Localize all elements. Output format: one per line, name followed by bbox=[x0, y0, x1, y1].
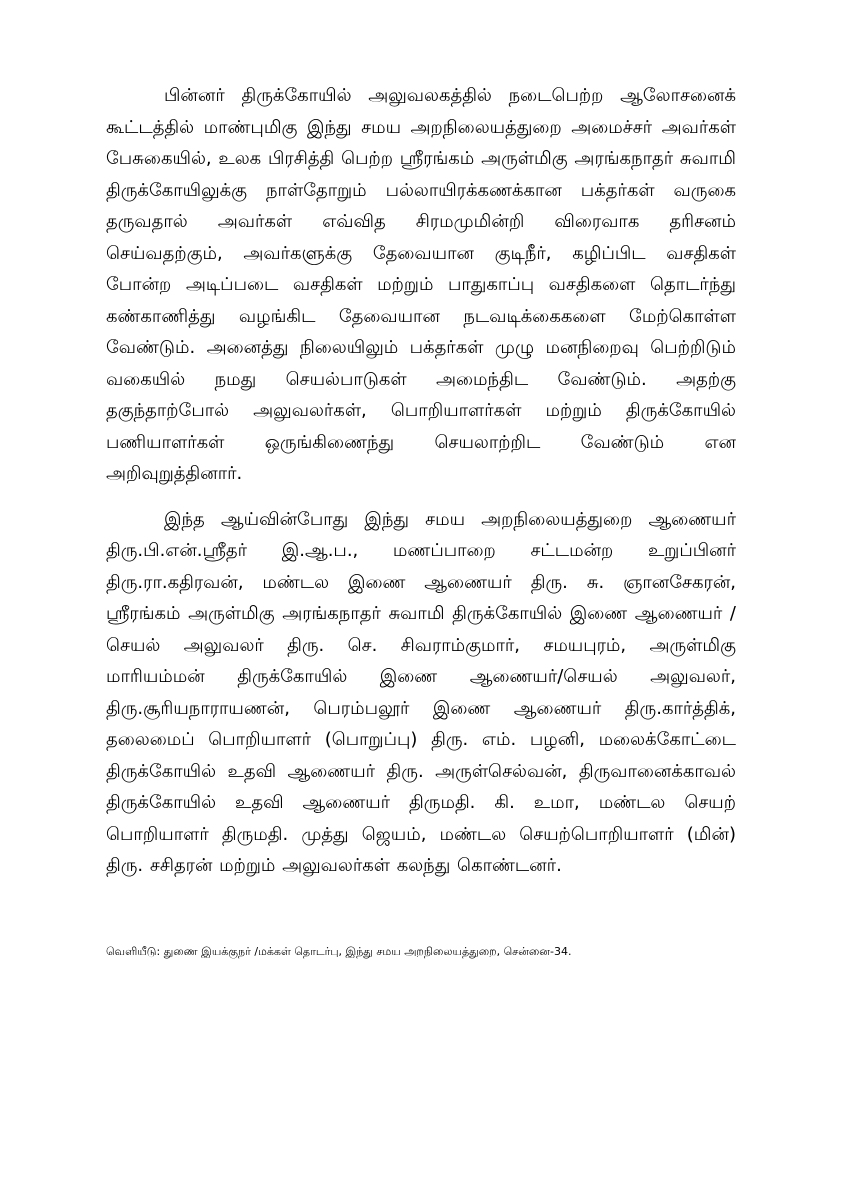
publisher-footer: வெளியீடு: துணை இயக்குநர் /மக்கள் தொடர்பு, இந்து சமய அறநிலையத்துறை, சென்னை-34. bbox=[106, 945, 572, 958]
document-body bbox=[106, 80, 736, 882]
paragraph-attendees: இந்த ஆய்வின்போது இந்து சமய அறநிலையத்துறை ஆணையர் திரு.பி.என்.ஸ்ரீதர் இ.ஆ.ப., மணப்பாறை சட்டமன்ற உறுப்பினர் திரு.ரா.கதிரவன், மண்டல இணை ஆணையர் திரு. சு. ஞானசேகரன், ஸ்ரீரங்கம் அருள்மிகு அரங்கநாதர் சுவாமி திருக்கோயில் இணை ஆணையர் / செயல் அலுவலர் திரு. செ. சிவராம்குமார், சமயபுரம், அருள்மிகு மாரியம்மன் திருக்கோயில் இணை ஆணையர்/செயல் அலுவலர், திரு.சூரியநாராயணன், பெரம்பலூர் இணை ஆணையர் திரு.கார்த்திக், தலைமைப் பொறியாளர் (பொறுப்பு) திரு. எம். பழனி, மலைக்கோட்டை திருக்கோயில் உதவி ஆணையர் திரு. அருள்செல்வன், திருவானைக்காவல் திருக்கோயில் உதவி ஆணையர் திருமதி. கி. உமா, மண்டல செயற் பொறியாளர் திருமதி. முத்து ஜெயம், மண்டல செயற்பொறியாளர் (மின்) திரு. சசிதரன் மற்றும் அலுவலர்கள் கலந்து கொண்டனர். bbox=[106, 508, 736, 876]
paragraph-consultation-meeting: பின்னர் திருக்கோயில் அலுவலகத்தில் நடைபெற்ற ஆலோசனைக் கூட்டத்தில் மாண்புமிகு இந்து சமய அறநிலையத்துறை அமைச்சர் அவர்கள் பேசுகையில், உலக பிரசித்தி பெற்ற ஸ்ரீரங்கம் அருள்மிகு அரங்கநாதர் சுவாமி திருக்கோயிலுக்கு நாள்தோறும் பல்லாயிரக்கணக்கான பக்தர்கள் வருகை தருவதால் அவர்கள் எவ்வித சிரமமுமின்றி விரைவாக தரிசனம் செய்வதற்கும், அவர்களுக்கு தேவையான குடிநீர், கழிப்பிட வசதிகள் போன்ற அடிப்படை வசதிகள் மற்றும் பாதுகாப்பு வசதிகளை தொடர்ந்து கண்காணித்து வழங்கிட தேவையான நடவடிக்கைகளை மேற்கொள்ள வேண்டும். அனைத்து நிலையிலும் பக்தர்கள் முழு மனநிறைவு பெற்றிடும் வகையில் நமது செயல்பாடுகள் அமைந்திட வேண்டும். அதற்கு தகுந்தாற்போல் அலுவலர்கள், பொறியாளர்கள் மற்றும் திருக்கோயில் பணியாளர்கள் ஒருங்கிணைந்து செயலாற்றிட வேண்டும் என அறிவுறுத்தினார். bbox=[106, 85, 736, 484]
